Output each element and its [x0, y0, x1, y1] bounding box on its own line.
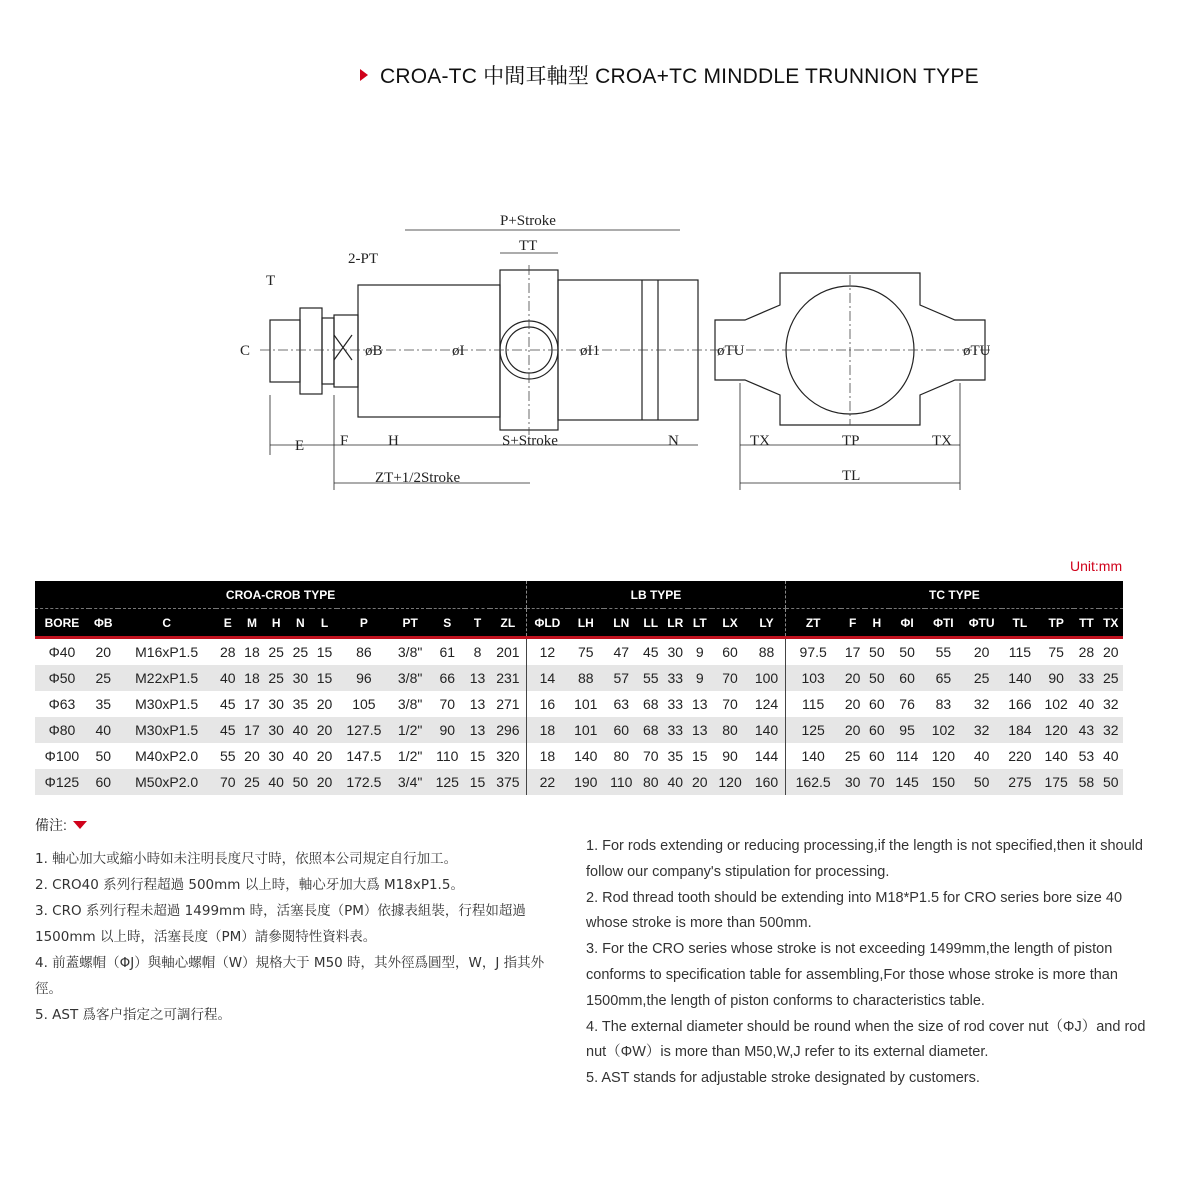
table-cell: 16 [527, 691, 568, 717]
table-cell: 101 [568, 717, 604, 743]
table-cell: 30 [264, 743, 288, 769]
table-cell: 33 [663, 665, 688, 691]
label-h: H [388, 433, 399, 449]
table-cell: 201 [490, 638, 527, 666]
down-arrow-icon [73, 821, 87, 829]
table-cell: 13 [688, 717, 712, 743]
table-cell: 140 [568, 743, 604, 769]
table-cell: 75 [1038, 638, 1074, 666]
table-cell: Φ63 [35, 691, 89, 717]
column-header: ZT [785, 609, 840, 638]
table-cell: 45 [216, 691, 240, 717]
label-2-pt: 2-PT [348, 251, 378, 267]
table-cell: 3/8" [391, 665, 429, 691]
table-cell: 18 [240, 638, 264, 666]
table-cell: 25 [264, 665, 288, 691]
column-header: PT [391, 609, 429, 638]
table-cell: 15 [465, 743, 489, 769]
table-cell: 60 [865, 691, 889, 717]
notes-label-text: 備注: [35, 817, 67, 833]
table-cell: 50 [962, 769, 1002, 795]
column-header: E [216, 609, 240, 638]
column-header: LY [748, 609, 785, 638]
label-phi-i: øI [452, 343, 465, 359]
table-cell: 28 [1074, 638, 1098, 666]
column-header: TT [1074, 609, 1098, 638]
table-cell: 25 [89, 665, 118, 691]
table-cell: 172.5 [337, 769, 391, 795]
table-cell: 17 [240, 691, 264, 717]
table-cell: 125 [429, 769, 465, 795]
table-cell: 32 [1099, 717, 1123, 743]
column-header: TP [1038, 609, 1074, 638]
table-cell: 20 [688, 769, 712, 795]
label-tp: TP [842, 433, 860, 449]
table-cell: 20 [89, 638, 118, 666]
table-cell: 45 [216, 717, 240, 743]
label-p-stroke: P+Stroke [500, 213, 556, 229]
column-header: ΦTU [962, 609, 1002, 638]
table-cell: 20 [1099, 638, 1123, 666]
column-header: H [865, 609, 889, 638]
note-en-2: 2. Rod thread tooth should be extending into M18*P1.5 for CRO series bore size 40 whose stroke is more than 500mm. [586, 889, 1123, 932]
table-cell: 88 [748, 638, 785, 666]
table-cell: 47 [604, 638, 639, 666]
note-cn-1: 1. 軸心加大或縮小時如未注明長度尺寸時，依照本公司規定自行加工。 [35, 851, 458, 867]
table-cell: 18 [527, 743, 568, 769]
table-cell: 120 [1038, 717, 1074, 743]
column-header: LT [688, 609, 712, 638]
note-cn-5: 5. AST 爲客户指定之可調行程。 [35, 1007, 232, 1023]
column-header: LR [663, 609, 688, 638]
label-tx-right: TX [932, 433, 952, 449]
rod-nut-outline [300, 308, 322, 394]
table-cell: 80 [639, 769, 663, 795]
table-cell: 296 [490, 717, 527, 743]
table-cell: 275 [1002, 769, 1038, 795]
column-header: M [240, 609, 264, 638]
column-header: N [288, 609, 312, 638]
table-cell: 66 [429, 665, 465, 691]
table-cell: 15 [465, 769, 489, 795]
table-cell: 30 [288, 665, 312, 691]
table-cell: 76 [889, 691, 925, 717]
table-cell: 25 [962, 665, 1002, 691]
table-cell: 101 [568, 691, 604, 717]
note-cn-2: 2. CRO40 系列行程超過 500mm 以上時，軸心牙加大爲 M18xP1.5。 [35, 877, 464, 893]
table-cell: 40 [264, 769, 288, 795]
table-row [35, 691, 1123, 717]
table-cell: 127.5 [337, 717, 391, 743]
table-cell: 271 [490, 691, 527, 717]
table-cell: 55 [925, 638, 961, 666]
table-cell: 60 [865, 717, 889, 743]
note-en-1: 1. For rods extending or reducing processing,if the length is not specified,then it should follow our company's stipulation for processing. [586, 838, 1143, 880]
column-header: L [312, 609, 336, 638]
table-cell: 3/8" [391, 638, 429, 666]
table-cell: 33 [1074, 665, 1098, 691]
table-cell: 35 [89, 691, 118, 717]
table-cell: 20 [962, 638, 1002, 666]
label-tt: TT [519, 238, 538, 254]
table-cell: 60 [889, 665, 925, 691]
table-cell: 68 [639, 691, 663, 717]
table-row [35, 665, 1123, 691]
table-cell: 68 [639, 717, 663, 743]
table-cell: 120 [712, 769, 748, 795]
table-cell: 25 [288, 638, 312, 666]
label-tl: TL [842, 468, 861, 484]
label-zt: ZT+1/2Stroke [375, 470, 461, 486]
table-cell: 15 [688, 743, 712, 769]
table-cell: 90 [712, 743, 748, 769]
table-cell: 70 [216, 769, 240, 795]
table-cell: 50 [288, 769, 312, 795]
table-cell: 20 [312, 769, 336, 795]
table-cell: 190 [568, 769, 604, 795]
table-cell: 55 [639, 665, 663, 691]
table-row [35, 638, 1123, 666]
label-e: E [295, 438, 305, 454]
table-cell: 8 [465, 638, 489, 666]
table-cell: 50 [1099, 769, 1123, 795]
label-s-stroke: S+Stroke [502, 433, 558, 449]
table-cell: M22xP1.5 [118, 665, 216, 691]
page-title [360, 60, 979, 90]
table-cell: 9 [688, 638, 712, 666]
table-cell: 3/4" [391, 769, 429, 795]
table-cell: 1/2" [391, 717, 429, 743]
table-cell: 35 [663, 743, 688, 769]
column-header: T [465, 609, 489, 638]
column-header: ZL [490, 609, 527, 638]
table-cell: 110 [429, 743, 465, 769]
table-cell: 70 [865, 769, 889, 795]
table-cell: 125 [785, 717, 840, 743]
table-cell: M30xP1.5 [118, 691, 216, 717]
label-n: N [668, 433, 679, 449]
label-phi-tu-left: øTU [717, 343, 745, 359]
table-column-header [35, 609, 1123, 638]
table-body [35, 638, 1123, 796]
note-en-4: 4. The external diameter should be round when the size of rod cover nut（ΦJ）and rod nut（ΦW）is more than M50,W,J refer to its external diameter. [586, 1018, 1146, 1061]
note-cn-3: 3. CRO 系列行程未超過 1499mm 時，活塞長度（PM）依據表組裝，行程如超過1500mm 以上時，活塞長度（PM）請參閱特性資料表。 [35, 903, 526, 945]
table-cell: 13 [465, 691, 489, 717]
table-cell: 30 [264, 717, 288, 743]
table-cell: 40 [1074, 691, 1098, 717]
label-c: C [240, 343, 251, 359]
page-title-text: CROA-TC 中間耳軸型 CROA+TC MINDDLE TRUNNION TYPE [380, 65, 979, 88]
table-cell: 45 [639, 638, 663, 666]
rod-collar-outline [322, 318, 334, 384]
table-cell: 30 [663, 638, 688, 666]
table-cell: 147.5 [337, 743, 391, 769]
table-cell: 83 [925, 691, 961, 717]
table-cell: 50 [865, 665, 889, 691]
table-cell: 150 [925, 769, 961, 795]
table-cell: 166 [1002, 691, 1038, 717]
table-cell: 96 [337, 665, 391, 691]
notes-english [586, 834, 1146, 1092]
notes-chinese [35, 846, 555, 1028]
table-cell: Φ125 [35, 769, 89, 795]
table-cell: 140 [1002, 665, 1038, 691]
table-cell: 162.5 [785, 769, 840, 795]
table-cell: 57 [604, 665, 639, 691]
group-tc: TC TYPE [785, 581, 1123, 609]
table-cell: M40xP2.0 [118, 743, 216, 769]
note-en-3: 3. For the CRO series whose stroke is not exceeding 1499mm,the length of piston conforms to specification table for assembling,For those whose stroke is more than 1500mm,the length of piston conforms to characteristics table. [586, 941, 1118, 1009]
table-cell: Φ100 [35, 743, 89, 769]
table-row [35, 717, 1123, 743]
table-cell: 90 [429, 717, 465, 743]
table-cell: 375 [490, 769, 527, 795]
table-cell: 14 [527, 665, 568, 691]
table-cell: 124 [748, 691, 785, 717]
label-phi-i1: øI1 [580, 343, 600, 359]
column-header: P [337, 609, 391, 638]
table-cell: 20 [312, 743, 336, 769]
table-cell: 90 [1038, 665, 1074, 691]
table-cell: M30xP1.5 [118, 717, 216, 743]
column-header: BORE [35, 609, 89, 638]
table-cell: 95 [889, 717, 925, 743]
table-cell: 17 [240, 717, 264, 743]
column-header: H [264, 609, 288, 638]
group-croa-crob: CROA-CROB TYPE [35, 581, 527, 609]
table-cell: 33 [663, 717, 688, 743]
table-cell: 30 [264, 691, 288, 717]
table-cell: 43 [1074, 717, 1098, 743]
table-cell: 61 [429, 638, 465, 666]
table-cell: M16xP1.5 [118, 638, 216, 666]
table-cell: 75 [568, 638, 604, 666]
table-cell: 15 [312, 638, 336, 666]
table-cell: 40 [663, 769, 688, 795]
table-cell: 25 [264, 638, 288, 666]
table-cell: 33 [663, 691, 688, 717]
table-cell: 65 [925, 665, 961, 691]
table-cell: 231 [490, 665, 527, 691]
table-cell: 103 [785, 665, 840, 691]
table-cell: 115 [1002, 638, 1038, 666]
table-cell: 50 [865, 638, 889, 666]
column-header: S [429, 609, 465, 638]
table-cell: 100 [748, 665, 785, 691]
table-cell: 25 [841, 743, 865, 769]
table-cell: 70 [429, 691, 465, 717]
table-cell: 114 [889, 743, 925, 769]
table-cell: M50xP2.0 [118, 769, 216, 795]
label-phi-b: øB [365, 343, 383, 359]
table-cell: 55 [216, 743, 240, 769]
table-cell: 184 [1002, 717, 1038, 743]
table-row [35, 743, 1123, 769]
column-header: ΦTI [925, 609, 961, 638]
label-phi-tu-right: øTU [963, 343, 990, 359]
table-cell: 40 [1099, 743, 1123, 769]
table-cell: Φ80 [35, 717, 89, 743]
table-cell: 35 [288, 691, 312, 717]
table-cell: 144 [748, 743, 785, 769]
table-cell: 25 [1099, 665, 1123, 691]
table-cell: 18 [240, 665, 264, 691]
table-cell: 88 [568, 665, 604, 691]
table-cell: 175 [1038, 769, 1074, 795]
spec-table [35, 581, 1123, 795]
table-cell: 105 [337, 691, 391, 717]
table-cell: 60 [865, 743, 889, 769]
table-cell: 50 [89, 743, 118, 769]
table-cell: 28 [216, 638, 240, 666]
column-header: F [841, 609, 865, 638]
table-cell: 70 [712, 691, 748, 717]
column-header: ΦB [89, 609, 118, 638]
table-group-header [35, 581, 1123, 609]
table-cell: 220 [1002, 743, 1038, 769]
table-cell: 40 [288, 717, 312, 743]
table-cell: 13 [688, 691, 712, 717]
table-cell: 32 [1099, 691, 1123, 717]
table-cell: 58 [1074, 769, 1098, 795]
table-cell: 110 [604, 769, 639, 795]
table-cell: Φ40 [35, 638, 89, 666]
table-cell: 9 [688, 665, 712, 691]
column-header: LH [568, 609, 604, 638]
column-header: LX [712, 609, 748, 638]
table-cell: 70 [712, 665, 748, 691]
note-cn-4: 4. 前蓋螺帽（ΦJ）與軸心螺帽（W）規格大于 M50 時，其外徑爲圓型，W，J 指其外徑。 [35, 955, 545, 997]
table-cell: 40 [216, 665, 240, 691]
table-cell: 60 [712, 638, 748, 666]
table-cell: 102 [1038, 691, 1074, 717]
table-cell: 97.5 [785, 638, 840, 666]
table-cell: 60 [89, 769, 118, 795]
table-cell: 30 [841, 769, 865, 795]
table-cell: 140 [748, 717, 785, 743]
column-header: TL [1002, 609, 1038, 638]
table-cell: 25 [240, 769, 264, 795]
unit-label: Unit:mm [1070, 558, 1123, 574]
table-cell: 63 [604, 691, 639, 717]
group-lb: LB TYPE [527, 581, 786, 609]
table-cell: 53 [1074, 743, 1098, 769]
table-cell: 18 [527, 717, 568, 743]
column-header: LL [639, 609, 663, 638]
table-cell: 12 [527, 638, 568, 666]
table-cell: 17 [841, 638, 865, 666]
label-t: T [266, 273, 276, 289]
column-header: ΦLD [527, 609, 568, 638]
column-header: LN [604, 609, 639, 638]
table-cell: 160 [748, 769, 785, 795]
table-cell: 80 [604, 743, 639, 769]
table-cell: 120 [925, 743, 961, 769]
table-cell: 40 [962, 743, 1002, 769]
table-cell: 20 [312, 691, 336, 717]
column-header: C [118, 609, 216, 638]
table-cell: 40 [89, 717, 118, 743]
notes-label [35, 815, 87, 835]
table-cell: 60 [604, 717, 639, 743]
table-cell: 86 [337, 638, 391, 666]
rod-end-outline [270, 320, 300, 382]
label-f: F [340, 433, 349, 449]
table-cell: Φ50 [35, 665, 89, 691]
table-cell: 102 [925, 717, 961, 743]
table-cell: 32 [962, 691, 1002, 717]
table-cell: 13 [465, 717, 489, 743]
table-cell: 20 [312, 717, 336, 743]
table-cell: 20 [841, 665, 865, 691]
table-cell: 22 [527, 769, 568, 795]
table-cell: 320 [490, 743, 527, 769]
table-cell: 40 [288, 743, 312, 769]
table-cell: 32 [962, 717, 1002, 743]
column-header: TX [1099, 609, 1123, 638]
table-cell: 80 [712, 717, 748, 743]
note-en-5: 5. AST stands for adjustable stroke designated by customers. [586, 1070, 980, 1087]
table-cell: 20 [841, 691, 865, 717]
label-tx-left: TX [750, 433, 770, 449]
table-cell: 70 [639, 743, 663, 769]
table-cell: 50 [889, 638, 925, 666]
table-cell: 20 [841, 717, 865, 743]
table-cell: 1/2" [391, 743, 429, 769]
table-cell: 140 [785, 743, 840, 769]
technical-drawing [230, 205, 990, 495]
column-header: ΦI [889, 609, 925, 638]
table-cell: 20 [240, 743, 264, 769]
table-cell: 115 [785, 691, 840, 717]
table-cell: 3/8" [391, 691, 429, 717]
table-cell: 145 [889, 769, 925, 795]
title-bullet-icon [360, 69, 368, 81]
table-cell: 13 [465, 665, 489, 691]
table-cell: 140 [1038, 743, 1074, 769]
table-cell: 15 [312, 665, 336, 691]
table-row [35, 769, 1123, 795]
